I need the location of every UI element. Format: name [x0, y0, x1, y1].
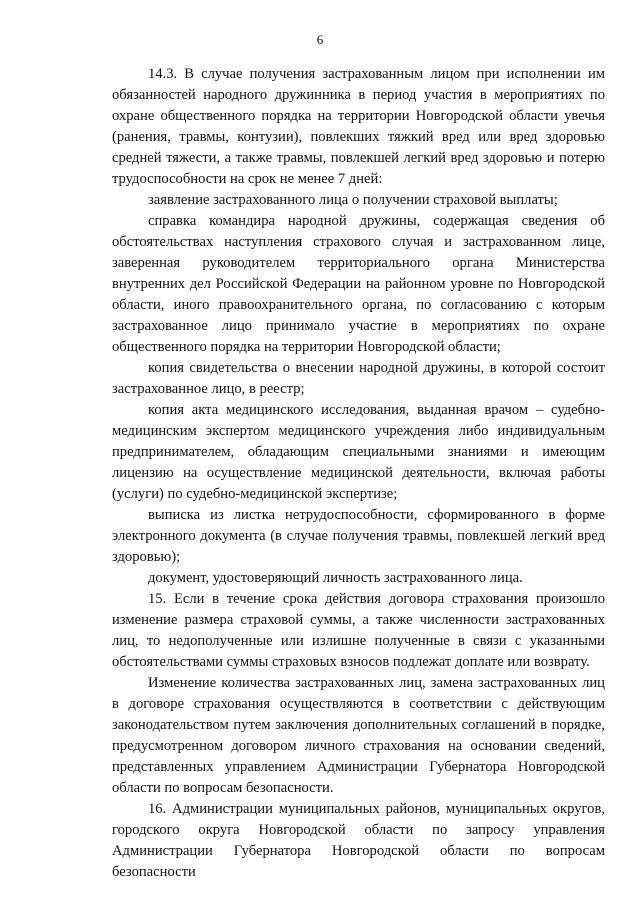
- paragraph-sick-leave-extract: выписка из листка нетрудоспособности, сформированного в форме электронного документа (в случае получения травмы, повлекшей легкий вред здоровью);: [112, 507, 605, 565]
- paragraph-application: заявление застрахованного лица о получении страховой выплаты;: [148, 192, 558, 208]
- paragraph-registry-copy: копия свидетельства о внесении народной дружины, в которой состоит застрахованное лицо, в реестр;: [112, 360, 605, 397]
- paragraph-16: 16. Администрации муниципальных районов, муниципальных округов, городского округа Новгородской области по запросу управления Администрации Губернатора Новгородской области по вопросам безопасности: [112, 801, 605, 880]
- document-body: [112, 64, 605, 883]
- paragraph-15: 15. Если в течение срока действия договора страхования произошло изменение размера страховой суммы, а также численности застрахованных лиц, то недополученные или излишне полученные в связи с указанными обстоятельствами суммы страховых взносов подлежат доплате или возврату.: [112, 591, 605, 670]
- paragraph-commander-certificate: справка командира народной дружины, содержащая сведения об обстоятельствах наступления страхового случая и застрахованном лице, заверенная руководителем территориального органа Министерства внутренних дел Российской Федерации на районном уровне по Новгородской области, иного правоохранительного органа, по согласованию с которым застрахованное лицо принимало участие в мероприятиях по охране общественного порядка на территории Новгородской области;: [112, 213, 605, 355]
- page-number: 6: [316, 32, 324, 47]
- paragraph-14-3: 14.3. В случае получения застрахованным лицом при исполнении им обязанностей народного дружинника в период участия в мероприятиях по охране общественного порядка на территории Новгородской области увечья (ранения, травмы, контузии), повлекших тяжкий вред или вред здоровью средней тяжести, а также травмы, повлекшей легкий вред здоровью и потерю трудоспособности на срок не менее 7 дней:: [112, 66, 605, 187]
- paragraph-medical-report: копия акта медицинского исследования, выданная врачом – судебно-медицинским экспертом медицинского учреждения либо индивидуальным предпринимателем, обладающим специальными знаниями и имеющим лицензию на осуществление медицинской деятельности, включая работы (услуги) по судебно-медицинской экспертизе;: [112, 402, 605, 502]
- paragraph-insured-changes: Изменение количества застрахованных лиц, замена застрахованных лиц в договоре страхования осуществляются в соответствии с действующим законодательством путем заключения дополнительных соглашений в порядке, предусмотренном договором личного страхования на основании сведений, представленных управлением Администрации Губернатора Новгородской области по вопросам безопасности.: [112, 675, 605, 796]
- paragraph-identity-document: документ, удостоверяющий личность застрахованного лица.: [148, 570, 523, 586]
